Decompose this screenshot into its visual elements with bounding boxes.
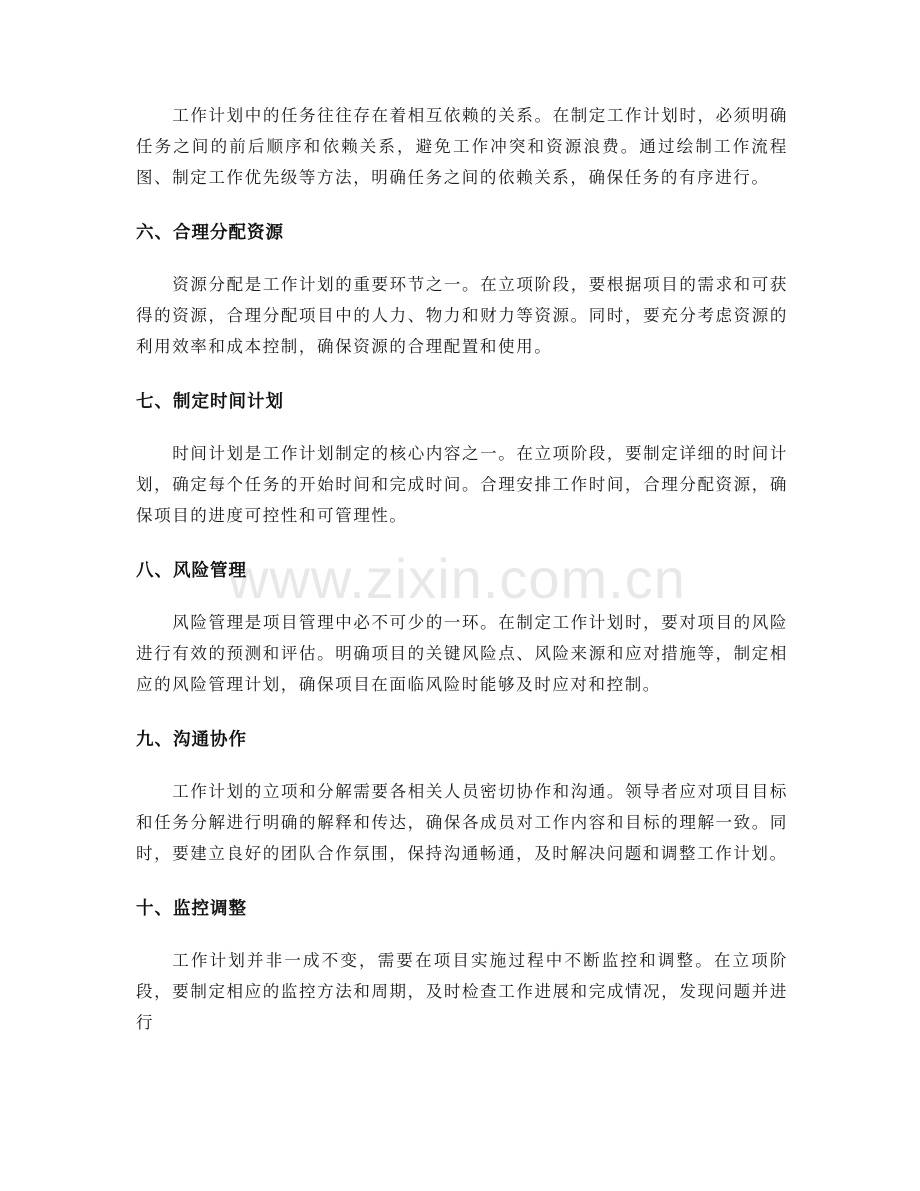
section-paragraph-9: 工作计划的立项和分解需要各相关人员密切协作和沟通。领导者应对项目目标和任务分解进行明确的解释和传达，确保各成员对工作内容和目标的理解一致。同时，要建立良好的团队合作氛围，保持沟通畅通，及时解决问题和调整工作计划。 (136, 782, 788, 863)
section-heading-10: 十、监控调整 (136, 899, 247, 919)
spacer (136, 700, 788, 726)
spacer (136, 193, 788, 219)
section-heading-8: 八、风险管理 (136, 561, 247, 581)
section-heading-6: 六、合理分配资源 (136, 223, 284, 243)
watermark-text: www.zixin.com.cn (228, 547, 686, 610)
spacer (136, 247, 788, 269)
document-body (136, 100, 788, 1038)
spacer (136, 585, 788, 607)
section-paragraph-7: 时间计划是工作计划制定的核心内容之一。在立项阶段，要制定详细的时间计划，确定每个任务的开始时间和完成时间。合理安排工作时间，合理分配资源，确保项目的进度可控性和可管理性。 (136, 444, 788, 525)
spacer (136, 416, 788, 438)
section-heading-9: 九、沟通协作 (136, 730, 247, 750)
section-paragraph-8: 风险管理是项目管理中必不可少的一环。在制定工作计划时，要对项目的风险进行有效的预测和评估。明确项目的关键风险点、风险来源和应对措施等，制定相应的风险管理计划，确保项目在面临风险时能够及时应对和控制。 (136, 613, 788, 694)
spacer (136, 923, 788, 945)
spacer (136, 754, 788, 776)
section-paragraph-10: 工作计划并非一成不变，需要在项目实施过程中不断监控和调整。在立项阶段，要制定相应的监控方法和周期，及时检查工作进展和完成情况，发现问题并进行 (136, 951, 788, 1032)
section-heading-7: 七、制定时间计划 (136, 392, 284, 412)
intro-paragraph: 工作计划中的任务往往存在着相互依赖的关系。在制定工作计划时，必须明确任务之间的前后顺序和依赖关系，避免工作冲突和资源浪费。通过绘制工作流程图、制定工作优先级等方法，明确任务之间的依赖关系，确保任务的有序进行。 (136, 106, 788, 187)
section-paragraph-6: 资源分配是工作计划的重要环节之一。在立项阶段，要根据项目的需求和可获得的资源，合理分配项目中的人力、物力和财力等资源。同时，要充分考虑资源的利用效率和成本控制，确保资源的合理配置和使用。 (136, 275, 788, 356)
spacer (136, 869, 788, 895)
spacer (136, 362, 788, 388)
spacer (136, 531, 788, 557)
